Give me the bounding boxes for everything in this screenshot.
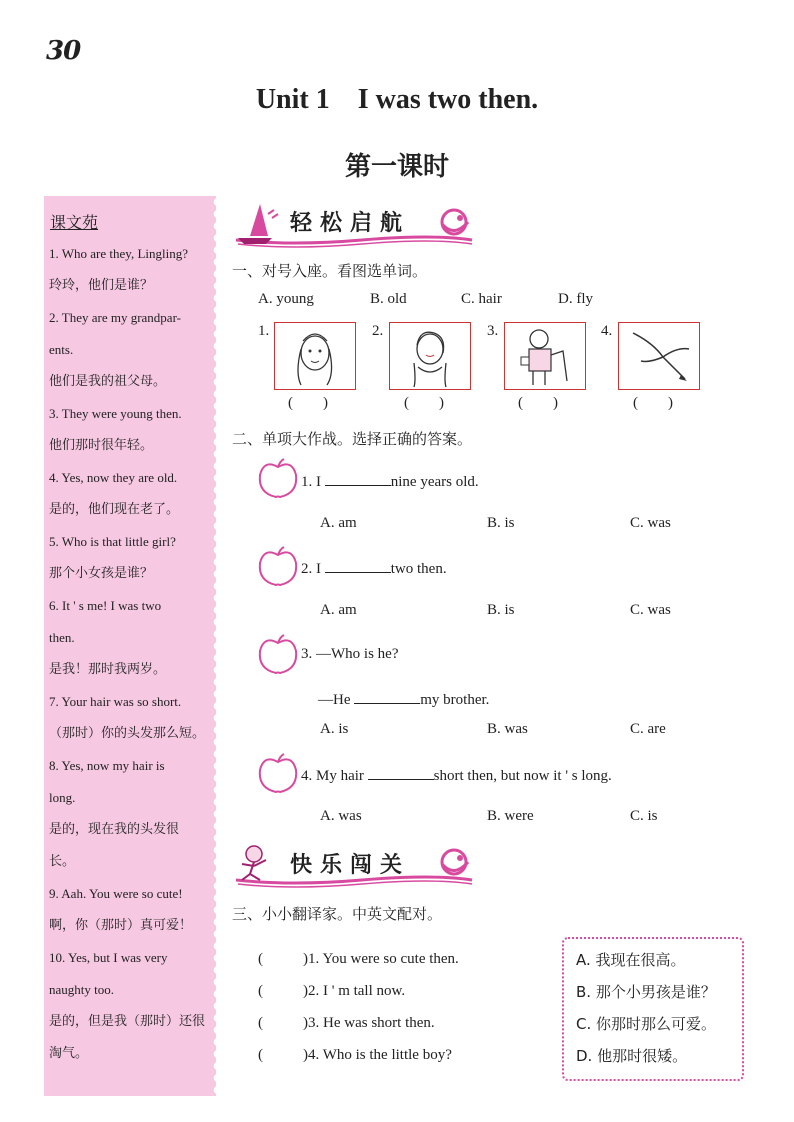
question-3-answer-line (318, 689, 489, 709)
sidebar-line: 长。 (49, 854, 76, 869)
section2-heading: 二、单项大作战。选择正确的答案。 (232, 430, 473, 448)
question-4-blank[interactable] (368, 765, 434, 780)
sidebar-line: 是的，现在我的头发很 (49, 822, 180, 837)
answer-paren-2[interactable]: ( ) (404, 395, 444, 411)
answer-b: B. 那个小男孩是谁？ (576, 983, 716, 1001)
sidebar-line: 他们那时很年轻。 (49, 438, 154, 453)
banner-title: 快乐闯关 (290, 853, 411, 878)
pic-number-2: 2. (372, 323, 384, 339)
q2-option-a: A. am (320, 602, 357, 618)
question-2-blank[interactable] (325, 558, 391, 573)
q3-option-a: A. is (320, 721, 349, 737)
match-item-3: )3. He was short then. (303, 1015, 435, 1031)
q2-option-c: C. was (630, 602, 671, 618)
sidebar-line: 是我！那时我两岁。 (49, 662, 167, 677)
q2-option-b: B. is (487, 602, 515, 618)
q3-option-c: C. are (630, 721, 666, 737)
answer-c: C. 你那时那么可爱。 (576, 1015, 717, 1033)
picture-old-man (504, 322, 586, 390)
old-man-icon (505, 323, 585, 389)
apple-icon (256, 545, 300, 587)
sidebar-line: 5. Who is that little girl? (49, 534, 176, 549)
young-woman-icon (390, 323, 470, 389)
match-item-2: )2. I ' m tall now. (303, 983, 406, 999)
sidebar-line: then. (49, 630, 75, 645)
question-1-text: 1. I (301, 474, 325, 490)
question-2-text: 2. I (301, 561, 325, 577)
question-4 (301, 765, 612, 785)
question-2 (301, 558, 447, 578)
sidebar-line: 10. Yes, but I was very (49, 950, 168, 965)
apple-icon (256, 752, 300, 794)
lesson-subtitle: 第一课时 (344, 152, 449, 182)
sidebar-line: 8. Yes, now my hair is (49, 758, 165, 773)
picture-young-woman (389, 322, 471, 390)
question-1 (301, 471, 479, 491)
match-paren-3[interactable]: ( (258, 1015, 263, 1031)
sidebar-line: naughty too. (49, 982, 114, 997)
question-3-line2-tail: my brother. (420, 692, 490, 708)
match-item-1: )1. You were so cute then. (303, 951, 459, 967)
answer-paren-4[interactable]: ( ) (633, 395, 673, 411)
sidebar-line: 4. Yes, now they are old. (49, 470, 178, 485)
question-1-blank[interactable] (325, 471, 391, 486)
sidebar-line: 是的，但是我（那时）还很 (49, 1014, 206, 1029)
answer-d: D. 他那时很矮。 (576, 1047, 688, 1065)
sidebar-heading: 课文苑 (50, 213, 99, 232)
page-number: 30 (46, 36, 81, 66)
section1-heading: 一、对号入座。看图选单词。 (232, 262, 428, 280)
q1-option-a: A. am (320, 515, 357, 531)
sidebar-line: 玲玲，他们是谁？ (49, 278, 154, 293)
sidebar-line: ents. (49, 342, 74, 357)
question-4-tail: short then, but now it ' s long. (433, 768, 612, 784)
option-b: B. old (370, 291, 407, 307)
sidebar-line: 9. Aah. You were so cute! (49, 886, 183, 901)
question-4-text: 4. My hair (301, 768, 368, 784)
q3-option-b: B. was (487, 721, 528, 737)
option-d: D. fly (558, 291, 593, 307)
girl-long-hair-icon (275, 323, 355, 389)
q1-option-b: B. is (487, 515, 515, 531)
q4-option-b: B. were (487, 808, 534, 824)
question-3: 3. —Who is he? (301, 646, 399, 662)
match-item-4: )4. Who is the little boy? (303, 1047, 452, 1063)
match-paren-1[interactable]: ( (258, 951, 263, 967)
picture-girl-long-hair (274, 322, 356, 390)
sidebar-line: 他们是我的祖父母。 (49, 374, 167, 389)
sidebar-line: 3. They were young then. (49, 406, 182, 421)
apple-icon (256, 457, 300, 499)
banner-qingsong (232, 200, 478, 250)
q4-option-c: C. is (630, 808, 658, 824)
match-paren-4[interactable]: ( (258, 1047, 263, 1063)
question-3-line2-text: —He (318, 692, 355, 708)
sidebar-line: （那时）你的头发那么短。 (49, 726, 206, 741)
sidebar-line: 那个小女孩是谁？ (49, 566, 154, 581)
question-2-tail: two then. (390, 561, 447, 577)
sidebar-line: 淘气。 (49, 1046, 89, 1061)
sidebar-line: long. (49, 790, 76, 805)
match-paren-2[interactable]: ( (258, 983, 263, 999)
pic-number-4: 4. (601, 323, 613, 339)
banner-title: 轻松启航 (290, 211, 411, 236)
banner-kuaile (232, 840, 478, 890)
sidebar-line: 啊，你（那时）真可爱！ (49, 918, 193, 933)
picture-flying-bird (618, 322, 700, 390)
section3-heading: 三、小小翻译家。中英文配对。 (232, 905, 443, 923)
option-a: A. young (258, 291, 314, 307)
answer-paren-3[interactable]: ( ) (518, 395, 558, 411)
option-c: C. hair (461, 291, 502, 307)
flying-bird-icon (619, 323, 699, 389)
unit-title: Unit 1 I was two then. (255, 84, 539, 115)
pic-number-3: 3. (487, 323, 499, 339)
sidebar-line: 7. Your hair was so short. (49, 694, 182, 709)
question-3-blank[interactable] (354, 689, 420, 704)
pic-number-1: 1. (258, 323, 270, 339)
answer-paren-1[interactable]: ( ) (288, 395, 328, 411)
q4-option-a: A. was (320, 808, 362, 824)
sidebar-line: 是的，他们现在老了。 (49, 502, 180, 517)
q1-option-c: C. was (630, 515, 671, 531)
sidebar-line: 6. It ' s me! I was two (49, 598, 162, 613)
sidebar-line: 2. They are my grandpar- (49, 310, 181, 325)
sidebar-line: 1. Who are they, Lingling? (49, 246, 188, 261)
apple-icon (256, 633, 300, 675)
question-1-tail: nine years old. (390, 474, 479, 490)
answer-a: A. 我现在很高。 (576, 951, 686, 969)
